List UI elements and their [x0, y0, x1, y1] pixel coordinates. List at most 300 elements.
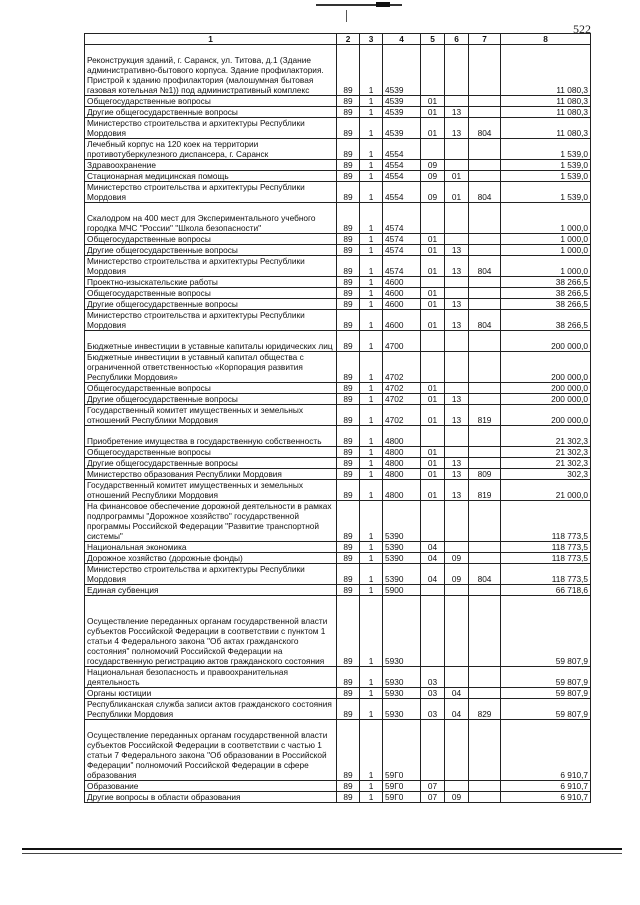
row-code-cell: 804 — [469, 118, 501, 139]
row-name-cell: Государственный комитет имущественных и земельных отношений Республики Мордовия — [85, 480, 337, 501]
row-code-cell: 01 — [421, 480, 445, 501]
row-code-cell: 89 — [337, 203, 360, 234]
row-code-cell — [469, 352, 501, 383]
row-amount-cell: 118 773,5 — [501, 553, 591, 564]
row-code-cell: 89 — [337, 469, 360, 480]
row-code-cell: 01 — [445, 182, 469, 203]
row-code-cell — [469, 585, 501, 596]
row-code-cell — [445, 720, 469, 781]
bottom-rule — [22, 848, 622, 850]
table-row — [85, 45, 591, 96]
row-name-cell: Министерство строительства и архитектуры Республики Мордовия — [85, 310, 337, 331]
header-cell: 8 — [501, 34, 591, 45]
row-code-cell: 89 — [337, 160, 360, 171]
row-name-cell: Осуществление переданных органам государственной власти субъектов Российской Федерации в соответствии с пунктом 1 статьи 4 Федерального закона "Об актах гражданского состояния" полномочий Российской Федерации на государственную регистрацию актов гражданского состояния — [85, 596, 337, 667]
row-code-cell: 1 — [360, 96, 383, 107]
table-row — [85, 171, 591, 182]
row-code-cell — [445, 667, 469, 688]
row-code-cell: 03 — [421, 688, 445, 699]
row-code-cell: 13 — [445, 245, 469, 256]
row-amount-cell: 1 539,0 — [501, 160, 591, 171]
row-code-cell — [445, 781, 469, 792]
row-code-cell: 13 — [445, 394, 469, 405]
table-row — [85, 203, 591, 234]
table-row — [85, 182, 591, 203]
row-code-cell: 5390 — [383, 542, 421, 553]
row-name-cell: Министерство образования Республики Мордовия — [85, 469, 337, 480]
row-code-cell: 1 — [360, 139, 383, 160]
row-code-cell: 1 — [360, 171, 383, 182]
row-amount-cell: 200 000,0 — [501, 383, 591, 394]
row-code-cell: 89 — [337, 564, 360, 585]
row-code-cell: 01 — [421, 394, 445, 405]
row-amount-cell: 59 807,9 — [501, 667, 591, 688]
row-name-cell: Другие общегосударственные вопросы — [85, 394, 337, 405]
header-row — [85, 34, 591, 45]
row-name-cell: Бюджетные инвестиции в уставные капиталы юридических лиц — [85, 331, 337, 352]
row-name-cell: Министерство строительства и архитектуры Республики Мордовия — [85, 256, 337, 277]
row-code-cell: 89 — [337, 182, 360, 203]
row-code-cell — [469, 667, 501, 688]
row-code-cell — [469, 553, 501, 564]
row-amount-cell: 6 910,7 — [501, 792, 591, 803]
row-code-cell: 1 — [360, 310, 383, 331]
table-row — [85, 447, 591, 458]
row-amount-cell: 200 000,0 — [501, 405, 591, 426]
row-amount-cell: 118 773,5 — [501, 542, 591, 553]
row-code-cell: 804 — [469, 564, 501, 585]
row-code-cell: 01 — [421, 118, 445, 139]
row-name-cell: Республиканская служба записи актов гражданского состояния Республики Мордовия — [85, 699, 337, 720]
row-code-cell: 89 — [337, 792, 360, 803]
row-code-cell: 89 — [337, 501, 360, 542]
row-code-cell: 819 — [469, 480, 501, 501]
row-code-cell: 1 — [360, 118, 383, 139]
row-code-cell: 1 — [360, 203, 383, 234]
row-amount-cell: 1 539,0 — [501, 171, 591, 182]
row-code-cell: 89 — [337, 596, 360, 667]
row-code-cell: 4600 — [383, 288, 421, 299]
row-code-cell: 4539 — [383, 118, 421, 139]
row-code-cell: 1 — [360, 45, 383, 96]
row-amount-cell: 200 000,0 — [501, 352, 591, 383]
row-code-cell: 89 — [337, 331, 360, 352]
row-code-cell: 01 — [445, 171, 469, 182]
table-row — [85, 542, 591, 553]
row-code-cell: 804 — [469, 182, 501, 203]
table-row — [85, 585, 591, 596]
row-code-cell: 5930 — [383, 596, 421, 667]
row-code-cell — [445, 45, 469, 96]
row-code-cell — [421, 596, 445, 667]
row-name-cell: Реконструкция зданий, г. Саранск, ул. Титова, д.1 (Здание административно-бытового корпуса. Здание профилактория. Пристрой к зданию профилактория (малошумная бытовая газовая котельная №1)) под административный комплекс — [85, 45, 337, 96]
row-code-cell: 1 — [360, 288, 383, 299]
row-amount-cell: 1 000,0 — [501, 245, 591, 256]
row-name-cell: Органы юстиции — [85, 688, 337, 699]
row-code-cell: 01 — [421, 310, 445, 331]
table-row — [85, 288, 591, 299]
row-code-cell: 4800 — [383, 469, 421, 480]
row-code-cell: 13 — [445, 480, 469, 501]
row-code-cell: 89 — [337, 405, 360, 426]
row-code-cell: 01 — [421, 458, 445, 469]
row-code-cell: 89 — [337, 245, 360, 256]
row-code-cell — [469, 394, 501, 405]
row-amount-cell: 38 266,5 — [501, 299, 591, 310]
table-row — [85, 405, 591, 426]
row-code-cell: 804 — [469, 256, 501, 277]
row-code-cell: 04 — [421, 564, 445, 585]
row-amount-cell: 21 302,3 — [501, 458, 591, 469]
row-amount-cell: 66 718,6 — [501, 585, 591, 596]
row-code-cell: 804 — [469, 310, 501, 331]
row-code-cell: 89 — [337, 352, 360, 383]
row-name-cell: Проектно-изыскательские работы — [85, 277, 337, 288]
row-code-cell — [469, 501, 501, 542]
table-row — [85, 480, 591, 501]
row-code-cell: 4554 — [383, 160, 421, 171]
table-row — [85, 107, 591, 118]
row-code-cell — [469, 288, 501, 299]
row-name-cell: Приобретение имущества в государственную собственность — [85, 426, 337, 447]
row-code-cell — [445, 234, 469, 245]
row-code-cell — [421, 277, 445, 288]
row-amount-cell: 11 080,3 — [501, 118, 591, 139]
row-code-cell — [469, 171, 501, 182]
row-code-cell: 4574 — [383, 245, 421, 256]
row-code-cell — [469, 426, 501, 447]
row-code-cell: 03 — [421, 667, 445, 688]
row-amount-cell: 59 807,9 — [501, 596, 591, 667]
table-row — [85, 781, 591, 792]
row-code-cell: 1 — [360, 688, 383, 699]
row-code-cell — [445, 139, 469, 160]
row-name-cell: Общегосударственные вопросы — [85, 234, 337, 245]
row-code-cell: 1 — [360, 447, 383, 458]
row-name-cell: Общегосударственные вопросы — [85, 96, 337, 107]
row-code-cell: 09 — [445, 564, 469, 585]
row-code-cell: 1 — [360, 234, 383, 245]
row-code-cell — [421, 139, 445, 160]
row-code-cell: 4554 — [383, 182, 421, 203]
row-name-cell: Другие общегосударственные вопросы — [85, 107, 337, 118]
row-code-cell: 89 — [337, 585, 360, 596]
row-code-cell: 1 — [360, 480, 383, 501]
row-code-cell: 1 — [360, 458, 383, 469]
row-code-cell: 809 — [469, 469, 501, 480]
row-amount-cell: 6 910,7 — [501, 720, 591, 781]
row-code-cell — [421, 426, 445, 447]
row-code-cell — [445, 288, 469, 299]
row-code-cell — [445, 383, 469, 394]
row-code-cell — [445, 160, 469, 171]
row-code-cell: 89 — [337, 699, 360, 720]
row-code-cell: 1 — [360, 469, 383, 480]
row-code-cell: 1 — [360, 394, 383, 405]
row-code-cell — [421, 720, 445, 781]
row-code-cell: 03 — [421, 699, 445, 720]
table-row — [85, 118, 591, 139]
row-code-cell: 1 — [360, 596, 383, 667]
row-amount-cell: 200 000,0 — [501, 394, 591, 405]
row-code-cell: 1 — [360, 160, 383, 171]
row-code-cell: 4702 — [383, 405, 421, 426]
row-code-cell: 89 — [337, 553, 360, 564]
row-code-cell: 89 — [337, 480, 360, 501]
row-code-cell: 5930 — [383, 688, 421, 699]
row-code-cell — [469, 107, 501, 118]
row-code-cell — [469, 383, 501, 394]
row-code-cell — [445, 96, 469, 107]
table-row — [85, 469, 591, 480]
row-code-cell — [445, 277, 469, 288]
row-amount-cell: 118 773,5 — [501, 501, 591, 542]
table-row — [85, 699, 591, 720]
row-name-cell: Другие общегосударственные вопросы — [85, 245, 337, 256]
table-row — [85, 596, 591, 667]
row-code-cell: 13 — [445, 107, 469, 118]
row-code-cell — [469, 458, 501, 469]
scan-artifact-mark — [316, 4, 402, 6]
table-row — [85, 667, 591, 688]
row-code-cell: 04 — [421, 542, 445, 553]
row-code-cell: 1 — [360, 720, 383, 781]
row-code-cell: 4702 — [383, 352, 421, 383]
row-code-cell: 07 — [421, 792, 445, 803]
table-row — [85, 394, 591, 405]
row-code-cell — [469, 596, 501, 667]
row-code-cell: 1 — [360, 781, 383, 792]
table-row — [85, 160, 591, 171]
row-code-cell: 89 — [337, 107, 360, 118]
row-amount-cell: 118 773,5 — [501, 564, 591, 585]
table-row — [85, 96, 591, 107]
table-row — [85, 139, 591, 160]
row-code-cell: 1 — [360, 383, 383, 394]
row-code-cell: 4539 — [383, 45, 421, 96]
row-name-cell: Министерство строительства и архитектуры Республики Мордовия — [85, 118, 337, 139]
row-code-cell: 1 — [360, 331, 383, 352]
row-name-cell: Единая субвенция — [85, 585, 337, 596]
row-amount-cell: 11 080,3 — [501, 107, 591, 118]
row-code-cell — [445, 426, 469, 447]
row-name-cell: Скалодром на 400 мест для Экспериментального учебного городка МЧС "России" "Школа безопасности" — [85, 203, 337, 234]
row-name-cell: Другие общегосударственные вопросы — [85, 458, 337, 469]
row-amount-cell: 1 000,0 — [501, 203, 591, 234]
row-code-cell: 13 — [445, 256, 469, 277]
bottom-rule-thin — [22, 853, 622, 854]
row-name-cell: На финансовое обеспечение дорожной деятельности в рамках подпрограммы "Дорожное хозяйство" государственной программы Российской Федерации "Развитие транспортной системы" — [85, 501, 337, 542]
row-code-cell: 01 — [421, 288, 445, 299]
table-row — [85, 688, 591, 699]
table-row — [85, 458, 591, 469]
row-code-cell: 4700 — [383, 331, 421, 352]
row-name-cell: Общегосударственные вопросы — [85, 288, 337, 299]
row-code-cell: 09 — [445, 553, 469, 564]
row-code-cell: 09 — [421, 182, 445, 203]
row-code-cell — [421, 203, 445, 234]
row-code-cell — [421, 45, 445, 96]
row-code-cell: 89 — [337, 45, 360, 96]
row-code-cell: 59Г0 — [383, 792, 421, 803]
row-name-cell: Стационарная медицинская помощь — [85, 171, 337, 182]
row-code-cell — [469, 331, 501, 352]
row-code-cell: 01 — [421, 234, 445, 245]
row-code-cell: 07 — [421, 781, 445, 792]
row-code-cell: 1 — [360, 585, 383, 596]
row-code-cell: 1 — [360, 107, 383, 118]
row-amount-cell: 6 910,7 — [501, 781, 591, 792]
row-code-cell — [445, 501, 469, 542]
row-code-cell: 09 — [445, 792, 469, 803]
row-code-cell: 1 — [360, 792, 383, 803]
row-name-cell: Другие вопросы в области образования — [85, 792, 337, 803]
row-code-cell: 89 — [337, 542, 360, 553]
table-row — [85, 426, 591, 447]
row-code-cell — [469, 96, 501, 107]
row-code-cell: 1 — [360, 667, 383, 688]
row-code-cell — [445, 542, 469, 553]
row-amount-cell: 21 302,3 — [501, 447, 591, 458]
row-code-cell — [469, 542, 501, 553]
table-row — [85, 310, 591, 331]
row-code-cell: 1 — [360, 299, 383, 310]
row-code-cell: 4554 — [383, 139, 421, 160]
row-code-cell: 4800 — [383, 426, 421, 447]
row-code-cell — [421, 501, 445, 542]
row-code-cell: 89 — [337, 277, 360, 288]
row-code-cell: 1 — [360, 277, 383, 288]
row-code-cell — [469, 299, 501, 310]
row-code-cell: 01 — [421, 469, 445, 480]
table-row — [85, 331, 591, 352]
row-code-cell: 4600 — [383, 277, 421, 288]
row-amount-cell: 1 539,0 — [501, 139, 591, 160]
row-code-cell: 4800 — [383, 447, 421, 458]
budget-table — [84, 33, 591, 803]
row-code-cell: 13 — [445, 310, 469, 331]
row-code-cell — [469, 245, 501, 256]
row-code-cell: 89 — [337, 288, 360, 299]
row-code-cell: 13 — [445, 299, 469, 310]
row-code-cell — [469, 447, 501, 458]
row-code-cell: 4574 — [383, 203, 421, 234]
table-row — [85, 277, 591, 288]
row-code-cell: 4600 — [383, 299, 421, 310]
row-code-cell: 1 — [360, 426, 383, 447]
row-code-cell: 13 — [445, 405, 469, 426]
row-name-cell: Национальная экономика — [85, 542, 337, 553]
row-code-cell: 89 — [337, 256, 360, 277]
row-code-cell: 04 — [445, 688, 469, 699]
header-cell: 5 — [421, 34, 445, 45]
row-code-cell: 89 — [337, 383, 360, 394]
table-row — [85, 792, 591, 803]
row-code-cell: 4539 — [383, 107, 421, 118]
header-cell: 4 — [383, 34, 421, 45]
row-code-cell: 01 — [421, 107, 445, 118]
row-code-cell: 1 — [360, 256, 383, 277]
row-amount-cell: 21 302,3 — [501, 426, 591, 447]
row-name-cell: Общегосударственные вопросы — [85, 447, 337, 458]
row-amount-cell: 38 266,5 — [501, 310, 591, 331]
row-code-cell: 89 — [337, 118, 360, 139]
row-code-cell: 13 — [445, 458, 469, 469]
row-code-cell: 1 — [360, 182, 383, 203]
row-code-cell — [469, 792, 501, 803]
row-code-cell — [445, 585, 469, 596]
row-name-cell: Дорожное хозяйство (дорожные фонды) — [85, 553, 337, 564]
table-row — [85, 234, 591, 245]
row-code-cell: 89 — [337, 394, 360, 405]
header-cell: 3 — [360, 34, 383, 45]
header-cell: 6 — [445, 34, 469, 45]
row-code-cell: 89 — [337, 781, 360, 792]
page-number: 522 — [573, 22, 591, 36]
row-name-cell: Образование — [85, 781, 337, 792]
row-code-cell: 89 — [337, 234, 360, 245]
row-code-cell: 01 — [421, 447, 445, 458]
header-cell: 1 — [85, 34, 337, 45]
row-code-cell: 89 — [337, 667, 360, 688]
row-code-cell: 13 — [445, 469, 469, 480]
row-code-cell: 01 — [421, 405, 445, 426]
row-code-cell — [445, 447, 469, 458]
row-code-cell: 4574 — [383, 256, 421, 277]
row-code-cell: 89 — [337, 458, 360, 469]
row-code-cell: 1 — [360, 553, 383, 564]
row-code-cell: 829 — [469, 699, 501, 720]
row-code-cell: 01 — [421, 256, 445, 277]
row-code-cell: 59Г0 — [383, 720, 421, 781]
row-name-cell: Государственный комитет имущественных и земельных отношений Республики Мордовия — [85, 405, 337, 426]
table-row — [85, 564, 591, 585]
table-row — [85, 553, 591, 564]
row-code-cell: 89 — [337, 310, 360, 331]
table-row — [85, 720, 591, 781]
row-code-cell: 4554 — [383, 171, 421, 182]
row-code-cell — [469, 720, 501, 781]
row-code-cell: 89 — [337, 720, 360, 781]
row-code-cell: 1 — [360, 564, 383, 585]
table-row — [85, 383, 591, 394]
row-code-cell: 13 — [445, 118, 469, 139]
row-amount-cell: 59 807,9 — [501, 688, 591, 699]
row-code-cell: 09 — [421, 171, 445, 182]
table-row — [85, 352, 591, 383]
row-code-cell: 4702 — [383, 383, 421, 394]
table-row — [85, 501, 591, 542]
row-code-cell: 01 — [421, 383, 445, 394]
row-code-cell — [469, 781, 501, 792]
row-code-cell — [469, 234, 501, 245]
row-name-cell: Лечебный корпус на 120 коек на территории противотуберкулезного диспансера, г. Саранск — [85, 139, 337, 160]
row-amount-cell: 200 000,0 — [501, 331, 591, 352]
row-code-cell: 1 — [360, 245, 383, 256]
row-amount-cell: 11 080,3 — [501, 45, 591, 96]
row-code-cell: 09 — [421, 160, 445, 171]
row-code-cell — [445, 352, 469, 383]
row-code-cell: 5930 — [383, 699, 421, 720]
row-code-cell: 4574 — [383, 234, 421, 245]
row-name-cell: Национальная безопасность и правоохранительная деятельность — [85, 667, 337, 688]
row-amount-cell: 21 000,0 — [501, 480, 591, 501]
row-code-cell: 1 — [360, 699, 383, 720]
row-name-cell: Другие общегосударственные вопросы — [85, 299, 337, 310]
row-code-cell: 04 — [445, 699, 469, 720]
row-code-cell: 5930 — [383, 667, 421, 688]
row-code-cell: 4539 — [383, 96, 421, 107]
